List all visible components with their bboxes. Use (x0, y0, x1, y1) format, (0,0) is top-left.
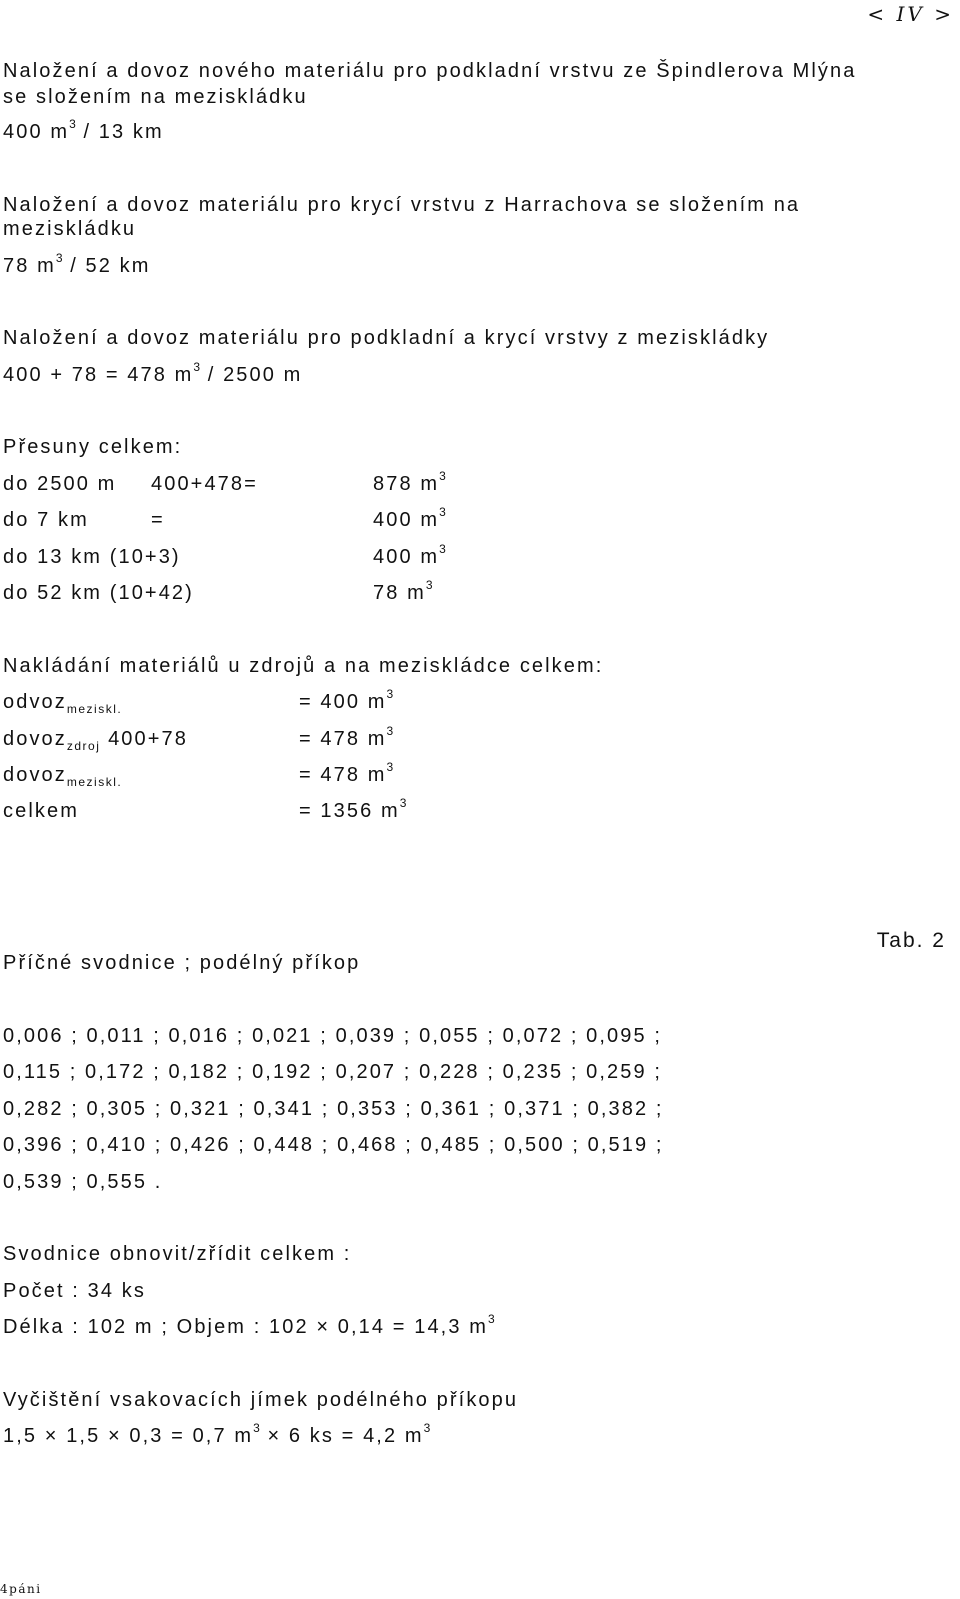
section-3-calc: 400 + 78 = 478 $m^3 / 2500$ m (3, 360, 303, 386)
table-label: Tab. 2 (876, 929, 946, 952)
vycisteni-title: Vyčištění vsakovacích jímek podélného příkopu (3, 1389, 519, 1411)
marker-symbol: IV (896, 2, 925, 26)
vycisteni-calc: 1,5 × 1,5 × 0,3 = 0,7 $m^3 \times 6$ ks = 4,2 $m^3$ (3, 1421, 431, 1447)
presuny-row: do 13 km (10+3) 400 $m^3$ (3, 542, 446, 568)
page-marker (867, 2, 954, 26)
obnovit-length: Délka : 102 m ; Objem : 102 × 0,14 = 14,3 $m^3$ (3, 1312, 495, 1338)
svodnice-values-line: 0,115 ; 0,172 ; 0,182 ; 0,192 ; 0,207 ; 0,228 ; 0,235 ; 0,259 ; (3, 1061, 663, 1083)
obnovit-count: Počet : 34 ks (3, 1280, 146, 1302)
presuny-row: do 2500 m 400+478= 878 $m^3$ (3, 469, 446, 495)
nakladani-row: dovoz$_{zdroj}$ 400+78 = 478 $m^3$ (3, 724, 394, 753)
svodnice-values-line: 0,396 ; 0,410 ; 0,426 ; 0,448 ; 0,468 ; 0,485 ; 0,500 ; 0,519 ; (3, 1134, 664, 1156)
svodnice-values-line: 0,006 ; 0,011 ; 0,016 ; 0,021 ; 0,039 ; 0,055 ; 0,072 ; 0,095 ; (3, 1025, 663, 1047)
obnovit-title: Svodnice obnovit/zřídit celkem : (3, 1243, 352, 1265)
nakladani-row: dovoz$_{meziskl.}$ = 478 $m^3$ (3, 760, 394, 789)
section-1-heading-line1: Naložení a dovoz nového materiálu pro podkladní vrstvu ze Špindlerova Mlýna (3, 60, 857, 82)
nakladani-title: Nakládání materiálů u zdrojů a na meziskládce celkem: (3, 655, 604, 677)
svodnice-values-line: 0,539 ; 0,555 . (3, 1171, 163, 1193)
presuny-row: do 52 km (10+42) 78 $m^3$ (3, 578, 433, 604)
section-2-heading-line2: meziskládku (3, 218, 137, 240)
section-2-calc: 78 $m^3 / 52$ km (3, 251, 151, 277)
svodnice-values-line: 0,282 ; 0,305 ; 0,321 ; 0,341 ; 0,353 ; 0,361 ; 0,371 ; 0,382 ; (3, 1098, 664, 1120)
nakladani-row: celkem = 1356 $m^3$ (3, 796, 407, 822)
section-2-heading-line1: Naložení a dovoz materiálu pro krycí vrstvu z Harrachova se složením na (3, 194, 801, 216)
section-3-heading: Naložení a dovoz materiálu pro podkladní a krycí vrstvy z meziskládky (3, 327, 770, 349)
page-footer: 4páni (0, 1582, 42, 1596)
section-1-calc: 400 $m^3 / 13$ km (3, 117, 164, 143)
nakladani-row: odvoz$_{meziskl.}$ = 400 $m^3$ (3, 687, 394, 716)
marker-left: < (867, 2, 888, 26)
presuny-row: do 7 km = 400 $m^3$ (3, 505, 446, 531)
svodnice-title: Příčné svodnice ; podélný příkop (3, 952, 361, 974)
presuny-title: Přesuny celkem: (3, 436, 183, 458)
section-1-heading-line2: se složením na meziskládku (3, 86, 308, 108)
marker-right: > (934, 2, 954, 26)
